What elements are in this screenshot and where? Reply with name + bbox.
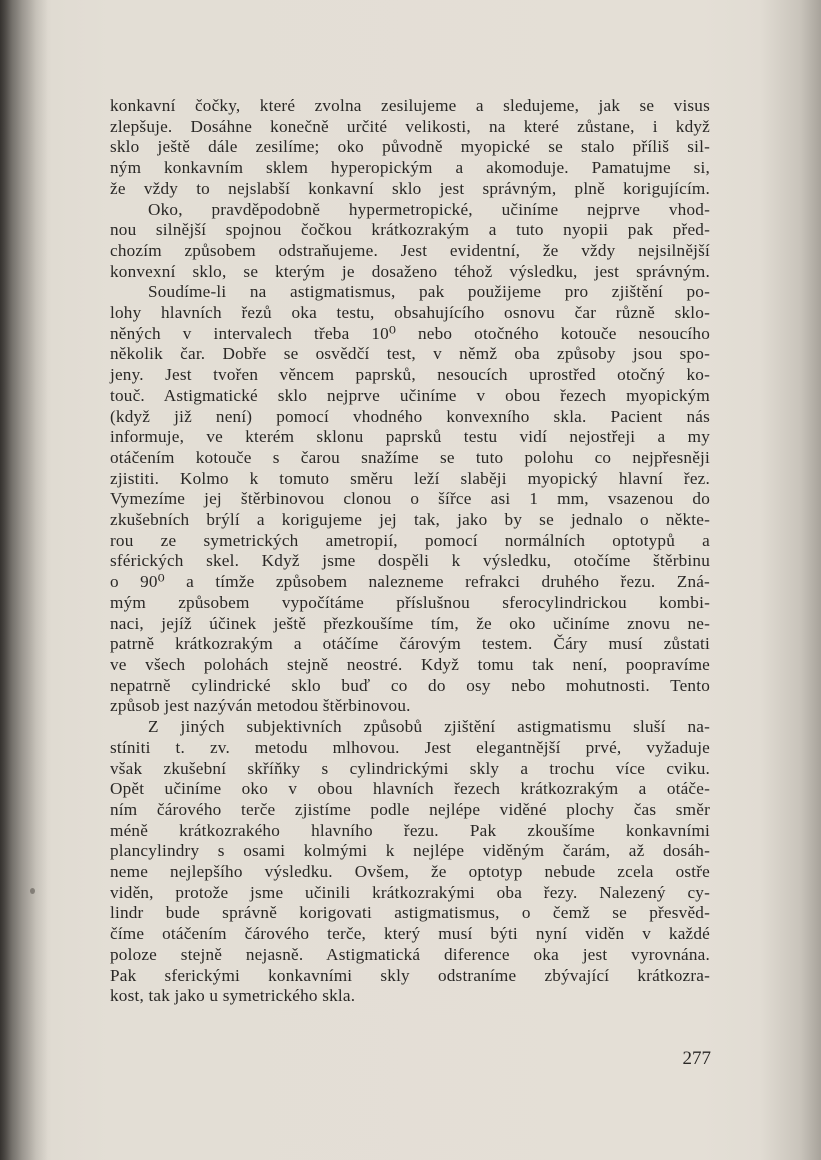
paper-speck: [30, 888, 35, 894]
text-line: touč. Astigmatické sklo nejprve učiníme v obou řezech myopickým: [110, 385, 710, 405]
text-line: sférických skel. Když jsme dospěli k výsledku, otočíme štěrbinu: [110, 551, 710, 571]
text-line: kost, tak jako u symetrického skla.: [110, 986, 356, 1006]
text-line: méně krátkozrakého hlavního řezu. Pak zkoušíme konkavními: [110, 820, 710, 840]
text-line: zlepšuje. Dosáhne konečně určité velikosti, na které zůstane, i když: [110, 116, 710, 136]
text-line: neme nejlepšího výsledku. Ovšem, že optotyp nebude zcela ostře: [110, 862, 710, 882]
text-line: zkušebních brýlí a korigujeme jej tak, jako by se jednalo o někte-: [110, 510, 710, 530]
text-line: Oko, pravděpodobně hypermetropické, učiníme nejprve vhod-: [148, 199, 710, 219]
text-line: plancylindry s osami kolmými k nejlépe viděným čarám, až dosáh-: [110, 841, 710, 861]
text-line: viděn, protože jsme učinili krátkozrakými oba řezy. Nalezený cy-: [110, 882, 710, 902]
text-line: (když již není) pomocí vhodného konvexního skla. Pacient nás: [110, 406, 710, 426]
text-line: ním čárového terče zjistíme podle nejlépe viděné plochy čas směr: [110, 799, 710, 819]
text-line: informuje, ve kterém sklonu paprsků testu vidí nejostřeji a my: [110, 427, 710, 447]
binding-gutter-shadow: [0, 0, 48, 1160]
page-number: 277: [682, 1048, 711, 1069]
text-line: jeny. Jest tvořen věncem paprsků, nesoucích uprostřed otočný ko-: [110, 365, 710, 385]
text-line: však zkušební skříňky s cylindrickými skly a trochu více cviku.: [110, 758, 710, 778]
text-line: konkavní čočky, které zvolna zesilujeme a sledujeme, jak se visus: [110, 96, 710, 115]
text-line: poloze stejně nejasně. Astigmatická diference oka jest vyrovnána.: [110, 944, 710, 964]
text-line: Vymezíme jej štěrbinovou clonou o šířce asi 1 mm, vsazenou do: [110, 489, 710, 509]
text-line-emphasis: konvexní sklo, se kterým je dosaženo téhož výsledku, jest správným.: [110, 261, 710, 281]
text-line-emphasis: že vždy to nejslabší konkavní sklo jest správným, plně korigujícím.: [110, 178, 710, 198]
text-line: naci, jejíž účinek ještě přezkoušíme tím, že oko učiníme znovu ne-: [110, 613, 710, 633]
text-line-emphasis: stíniti t. zv. metodu mlhovou. Jest elegantnější prvé, vyžaduje: [110, 737, 710, 757]
text-line: Soudíme-li na astigmatismus, pak použijeme pro zjištění po-: [148, 282, 710, 302]
text-line: nepatrně cylindrické sklo buď co do osy nebo mohutnosti. Tento: [110, 675, 710, 695]
text-line: ve všech polohách stejně neostré. Když tomu tak není, poopravíme: [110, 654, 710, 674]
text-line: něných v intervalech třeba 10⁰ nebo otočného kotouče nesoucího: [110, 323, 710, 343]
text-line: chozím způsobem odstraňujeme. Jest evidentní, že vždy nejsilnější: [110, 240, 710, 260]
text-line: Opět učiníme oko v obou hlavních řezech krátkozrakým a otáče-: [110, 779, 710, 799]
body-text: [110, 96, 710, 1007]
text-line: patrně krátkozrakým a otáčíme čárovým testem. Čáry musí zůstati: [110, 634, 710, 654]
text-line: nou silnější spojnou čočkou krátkozrakým a tuto nyopii pak před-: [110, 220, 710, 240]
text-line: sklo ještě dále zesilíme; oko původně myopické se stalo příliš sil-: [110, 137, 710, 157]
text-line: zjistiti. Kolmo k tomuto směru leží slaběji myopický hlavní řez.: [110, 468, 710, 488]
text-line: lindr bude správně korigovati astigmatismus, o čemž se přesvěd-: [110, 903, 710, 923]
text-line: o 90⁰ a tímže způsobem nalezneme refrakci druhého řezu. Zná-: [110, 572, 710, 592]
text-line: lohy hlavních řezů oka testu, obsahujícího osnovu čar různě sklo-: [110, 303, 710, 323]
text-line: číme otáčením čárového terče, který musí býti nyní viděn v každé: [110, 924, 710, 944]
text-line: několik čar. Dobře se osvědčí test, v němž oba způsoby jsou spo-: [110, 344, 710, 364]
text-line: Z jiných subjektivních způsobů zjištění astigmatismu sluší na-: [148, 717, 710, 737]
text-line: rou ze symetrických ametropií, pomocí normálních optotypů a: [110, 530, 710, 550]
text-line: ným konkavním sklem hyperopickým a akomoduje. Pamatujme si,: [110, 158, 710, 178]
text-line: mým způsobem vypočítáme příslušnou sferocylindrickou kombi-: [110, 592, 710, 612]
text-line: otáčením kotouče s čarou snažíme se tuto polohu co nejpřesněji: [110, 447, 710, 467]
text-line-emphasis: způsob jest nazýván metodou štěrbinovou.: [110, 696, 411, 716]
text-line: Pak sferickými konkavními skly odstraníme zbývající krátkozra-: [110, 965, 710, 985]
